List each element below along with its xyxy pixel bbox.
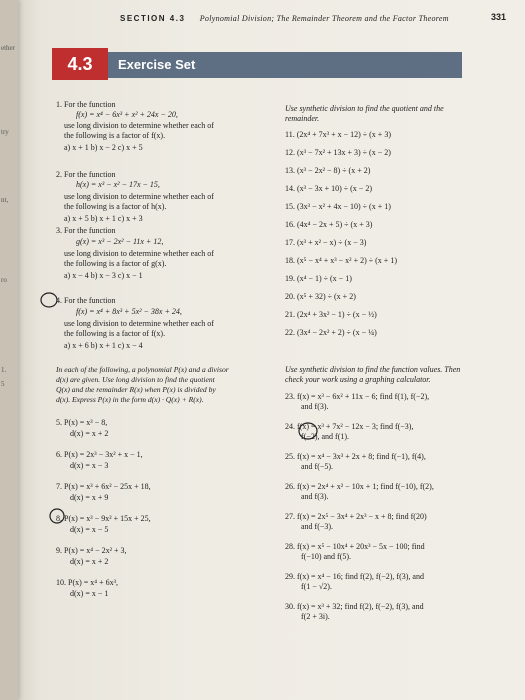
- adjacent-page-strip: [0, 0, 18, 700]
- problem-30-cont: f(2 + 3i).: [301, 612, 330, 621]
- problem-30: 30. f(x) = x³ + 32; find f(2), f(−2), f(3), and: [285, 602, 424, 611]
- problem-20: 20. (x⁵ + 32) ÷ (x + 2): [285, 292, 356, 301]
- problem-24: 24. f(x) = x³ + 7x² − 12x − 3; find f(−3),: [285, 422, 414, 431]
- right-column: [285, 0, 520, 700]
- problem-11: 11. (2x⁴ + 7x³ + x − 12) ÷ (x + 3): [285, 130, 391, 139]
- pen-circle-mark: [36, 290, 60, 314]
- problem-24-cont: f(−2), and f(1).: [301, 432, 350, 441]
- problem-18: 18. (x⁵ − x⁴ + x³ − x² + 2) ÷ (x + 1): [285, 256, 397, 265]
- problem-8: 8. P(x) = x³ − 9x² + 15x + 25,: [56, 514, 151, 523]
- problem-3-text: use long division to determine whether each of: [64, 249, 214, 258]
- instructions-23-30: Use synthetic division to find the function values. Then: [285, 365, 461, 374]
- problem-3-options: a) x − 4 b) x − 3 c) x − 1: [64, 271, 143, 280]
- section-label: SECTION 4.3: [120, 14, 186, 23]
- instructions-11-22: remainder.: [285, 114, 320, 123]
- instructions-5-10: In each of the following, a polynomial P(x) and a divisor: [56, 365, 229, 374]
- page-number: 331: [491, 12, 507, 22]
- problem-27-cont: and f(−3).: [301, 522, 334, 531]
- problem-8-divisor: d(x) = x − 5: [70, 525, 109, 534]
- problem-2-text: the following is a factor of h(x).: [64, 202, 167, 211]
- problem-28: 28. f(x) = x⁵ − 10x⁴ + 20x³ − 5x − 100; find: [285, 542, 425, 551]
- problem-5-divisor: d(x) = x + 2: [70, 429, 109, 438]
- problem-13: 13. (x³ − 2x² − 8) ÷ (x + 2): [285, 166, 371, 175]
- problem-2-options: a) x + 5 b) x + 1 c) x + 3: [64, 214, 143, 223]
- problem-4-options: a) x + 6 b) x + 1 c) x − 4: [64, 341, 143, 350]
- section-badge: 4.3: [52, 48, 108, 80]
- problem-19: 19. (x⁴ − 1) ÷ (x − 1): [285, 274, 352, 283]
- problem-9: 9. P(x) = x⁴ − 2x² + 3,: [56, 546, 127, 555]
- problem-22: 22. (3x⁴ − 2x² + 2) ÷ (x − ¼): [285, 328, 377, 337]
- problem-14: 14. (x³ − 3x + 10) ÷ (x − 2): [285, 184, 372, 193]
- problem-3-prompt: 3. For the function: [56, 226, 116, 235]
- left-column: [56, 0, 276, 700]
- problem-26: 26. f(x) = 2x⁴ + x² − 10x + 1; find f(−10), f(2),: [285, 482, 434, 491]
- problem-26-cont: and f(3).: [301, 492, 329, 501]
- problem-10: 10. P(x) = x⁴ + 6x³,: [56, 578, 118, 587]
- problem-17: 17. (x³ + x² − x) ÷ (x − 3): [285, 238, 367, 247]
- problem-25-cont: and f(−5).: [301, 462, 334, 471]
- problem-15: 15. (3x³ − x² + 4x − 10) ÷ (x + 1): [285, 202, 391, 211]
- instructions-5-10: d(x). Express P(x) in the form d(x) · Q(x) + R(x).: [56, 395, 204, 404]
- problem-29-cont: f(1 − √2).: [301, 582, 332, 591]
- problem-4-text: the following is a factor of f(x).: [64, 329, 166, 338]
- strip-fragment: ether: [1, 44, 15, 52]
- problem-6: 6. P(x) = 2x³ − 3x² + x − 1,: [56, 450, 143, 459]
- problem-21: 21. (2x⁴ + 3x² − 1) ÷ (x − ½): [285, 310, 377, 319]
- problem-29: 29. f(x) = x⁴ − 16; find f(2), f(−2), f(3), and: [285, 572, 424, 581]
- instructions-5-10: d(x) are given. Use long division to find the quotient: [56, 375, 215, 384]
- strip-fragment: 5: [1, 380, 5, 388]
- problem-1-text: the following is a factor of f(x).: [64, 131, 166, 140]
- problem-1-function: f(x) = x⁴ − 6x³ + x² + 24x − 20,: [76, 110, 178, 119]
- problem-4-function: f(x) = x⁴ + 8x³ + 5x² − 38x + 24,: [76, 307, 182, 316]
- problem-4-prompt: 4. For the function: [56, 296, 116, 305]
- problem-1-text: use long division to determine whether each of: [64, 121, 214, 130]
- problem-7-divisor: d(x) = x + 9: [70, 493, 109, 502]
- problem-1-prompt: 1. For the function: [56, 100, 116, 109]
- strip-fragment: ro: [1, 276, 7, 284]
- problem-2-prompt: 2. For the function: [56, 170, 116, 179]
- problem-7: 7. P(x) = x³ + 6x² − 25x + 18,: [56, 482, 151, 491]
- problem-5: 5. P(x) = x³ − 8,: [56, 418, 108, 427]
- problem-2-text: use long division to determine whether each of: [64, 192, 214, 201]
- problem-23: 23. f(x) = x³ − 6x² + 11x − 6; find f(1), f(−2),: [285, 392, 430, 401]
- problem-12: 12. (x³ − 7x² + 13x + 3) ÷ (x − 2): [285, 148, 391, 157]
- instructions-23-30: check your work using a graphing calculator.: [285, 375, 431, 384]
- instructions-11-22: Use synthetic division to find the quotient and the: [285, 104, 444, 113]
- instructions-5-10: Q(x) and the remainder R(x) when P(x) is divided by: [56, 385, 216, 394]
- problem-27: 27. f(x) = 2x⁵ − 3x⁴ + 2x³ − x + 8; find f(20): [285, 512, 427, 521]
- problem-3-function: g(x) = x³ − 2x² − 11x + 12,: [76, 237, 164, 246]
- strip-fragment: 1.: [1, 366, 7, 374]
- section-title: Polynomial Division; The Remainder Theorem and the Factor Theorem: [199, 14, 449, 23]
- pen-circle-mark: [48, 506, 68, 526]
- problem-2-function: h(x) = x³ − x² − 17x − 15,: [76, 180, 160, 189]
- problem-1-options: a) x + 1 b) x − 2 c) x + 5: [64, 143, 143, 152]
- problem-3-text: the following is a factor of g(x).: [64, 259, 167, 268]
- strip-fragment: nt,: [1, 196, 9, 204]
- strip-fragment: try: [1, 128, 9, 136]
- problem-4-text: use long division to determine whether each of: [64, 319, 214, 328]
- problem-16: 16. (4x⁴ − 2x + 5) ÷ (x + 3): [285, 220, 373, 229]
- problem-23-cont: and f(3).: [301, 402, 329, 411]
- problem-28-cont: f(−10) and f(5).: [301, 552, 352, 561]
- exercise-set-title: Exercise Set: [118, 57, 196, 72]
- problem-10-divisor: d(x) = x − 1: [70, 589, 109, 598]
- problem-6-divisor: d(x) = x − 3: [70, 461, 109, 470]
- problem-9-divisor: d(x) = x + 2: [70, 557, 109, 566]
- problem-25: 25. f(x) = x⁴ − 3x³ + 2x + 8; find f(−1), f(4),: [285, 452, 426, 461]
